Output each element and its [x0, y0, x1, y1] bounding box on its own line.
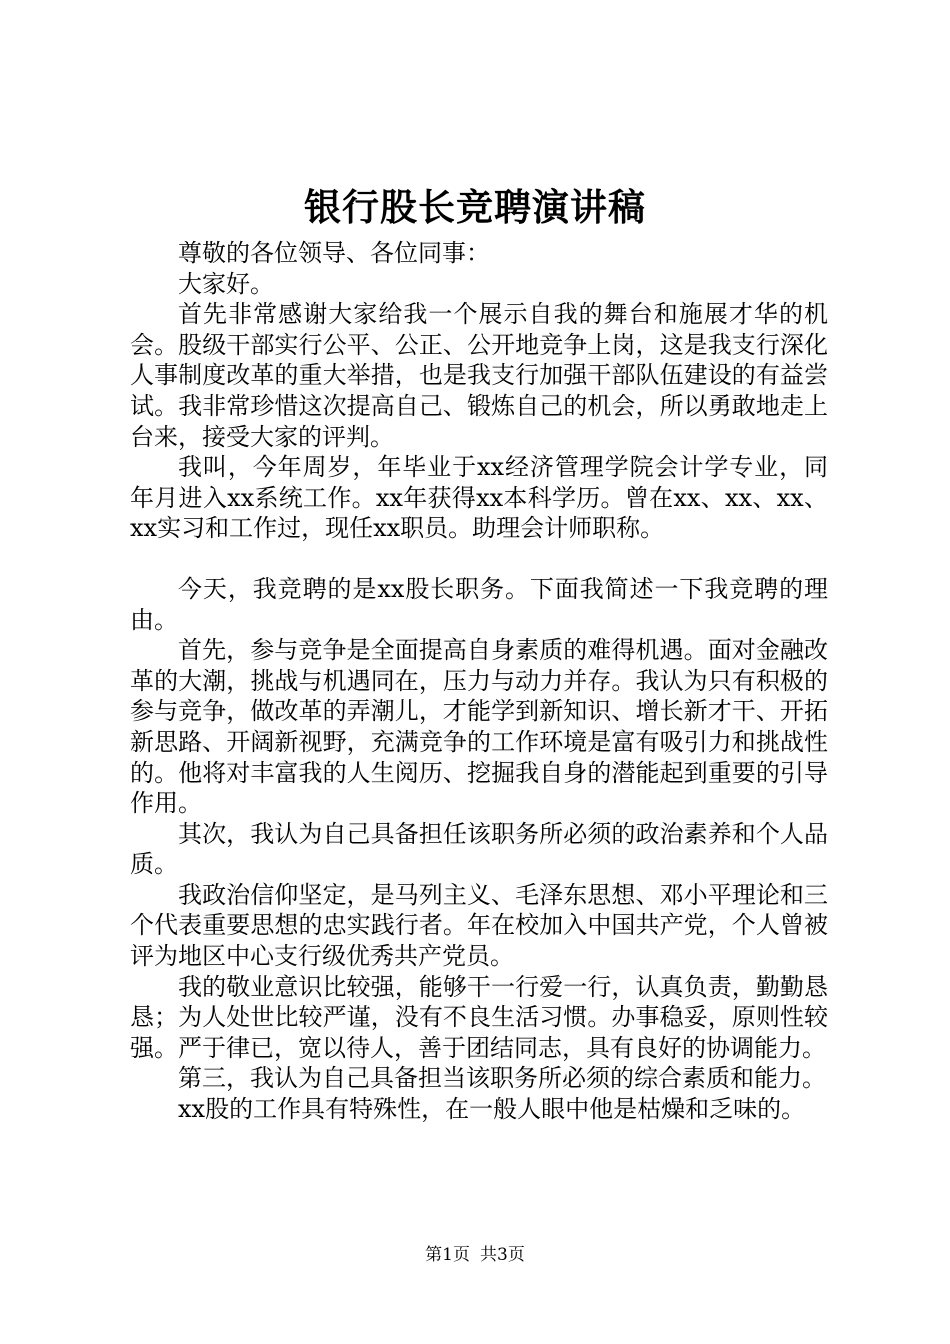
body-paragraph: 我叫，今年周岁，年毕业于xx经济管理学院会计学专业，同年月进入xx系统工作。xx年获得xx本科学历。曾在xx、xx、xx、xx实习和工作过，现任xx职员。助理会计师职称。 [130, 453, 828, 543]
body-paragraph: 我政治信仰坚定，是马列主义、毛泽东思想、邓小平理论和三个代表重要思想的忠实践行者。年在校加入中国共产党，个人曾被评为地区中心支行级优秀共产党员。 [130, 880, 828, 971]
document-title: 银行股长竞聘演讲稿 [304, 185, 646, 229]
body-paragraph: 首先，参与竞争是全面提高自身素质的难得机遇。面对金融改革的大潮，挑战与机遇同在，压力与动力并存。我认为只有积极的参与竞争，做改革的弄潮儿，才能学到新知识、增长新才干、开拓新思路、开阔新视野，充满竞争的工作环境是富有吸引力和挑战性的。他将对丰富我的人生阅历、挖掘我自身的潜能起到重要的引导作用。 [130, 636, 828, 818]
body-paragraph: 我的敬业意识比较强，能够干一行爱一行，认真负责，勤勤恳恳；为人处世比较严谨，没有不良生活习惯。办事稳妥，原则性较强。严于律已，宽以待人，善于团结同志，具有良好的协调能力。 [130, 972, 828, 1062]
body-paragraph: 今天，我竞聘的是xx股长职务。下面我简述一下我竞聘的理由。 [130, 574, 828, 634]
body-paragraph: 首先非常感谢大家给我一个展示自我的舞台和施展才华的机会。股级干部实行公平、公正、公开地竞争上岗，这是我支行深化人事制度改革的重大举措，也是我支行加强干部队伍建设的有益尝试。我非常珍惜这次提高自己、锻炼自己的机会，所以勇敢地走上台来，接受大家的评判。 [130, 300, 828, 451]
greeting-paragraph: 大家好。 [178, 269, 274, 298]
page-total: 共3页 [480, 1245, 525, 1265]
body-paragraph: xx股的工作具有特殊性，在一般人眼中他是枯燥和乏味的。 [178, 1095, 806, 1124]
body-paragraph: 第三，我认为自己具备担当该职务所必须的综合素质和能力。 [178, 1064, 826, 1093]
page-footer [0, 1243, 950, 1267]
page-number: 第1页 [425, 1245, 470, 1265]
salutation-paragraph: 尊敬的各位领导、各位同事： [178, 239, 490, 267]
document-body [130, 238, 828, 1125]
body-paragraph: 其次，我认为自己具备担任该职务所必须的政治素养和个人品质。 [130, 819, 828, 879]
